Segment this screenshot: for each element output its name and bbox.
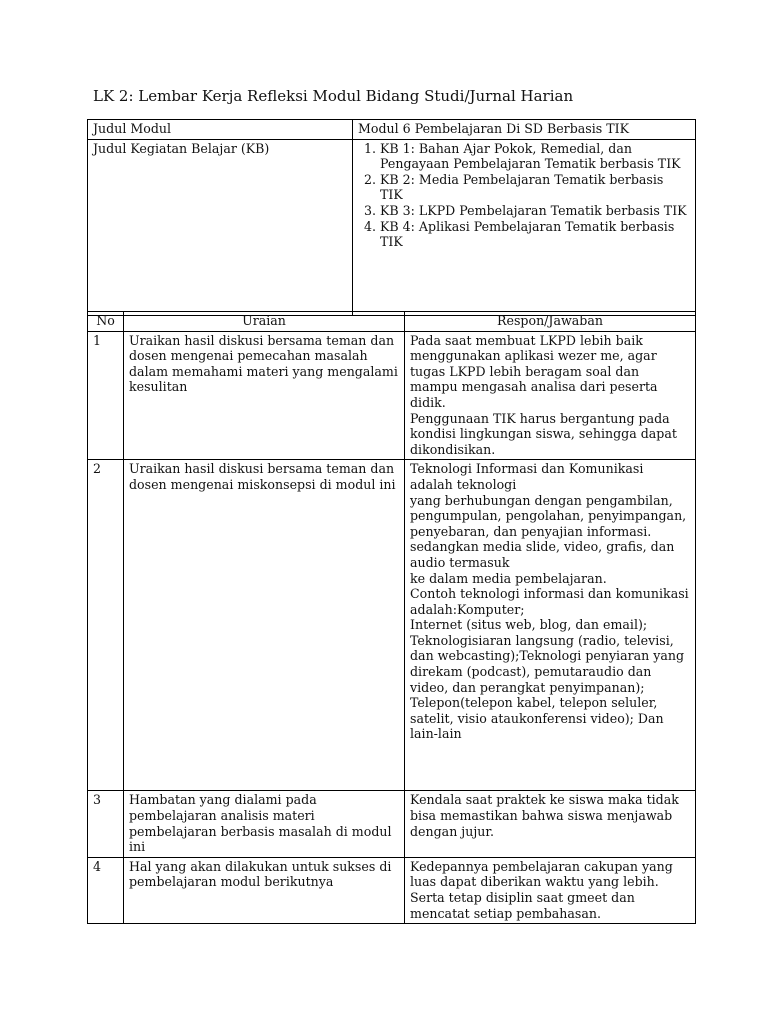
row-uraian: Uraikan hasil diskusi bersama teman dan dosen mengenai miskonsepsi di modul ini: [124, 460, 405, 791]
respon-paragraph: yang berhubungan dengan pengambilan, pengumpulan, pengolahan, penyimpangan, penyebaran, dan penyajian informasi.: [410, 492, 687, 539]
row-respon: [405, 331, 696, 460]
kb-list-cell: [353, 139, 696, 315]
row-uraian: Hambatan yang dialami pada pembelajaran analisis materi pembelajaran berbasis masalah di modul ini: [124, 791, 405, 857]
module-info-table: [87, 119, 696, 316]
table-row: [88, 460, 696, 791]
respon-paragraph: Penggunaan TIK harus bergantung pada kondisi lingkungan siswa, sehingga dapat dikondisikan.: [410, 410, 677, 457]
respon-paragraph: Pada saat membuat LKPD lebih baik menggunakan aplikasi wezer me, agar tugas LKPD lebih beragam soal dan mampu mengasah analisa dari peserta didik.: [410, 332, 658, 410]
kb-item: 1. KB 1: Bahan Ajar Pokok, Remedial, dan Pengayaan Pembelajaran Tematik berbasis TIK: [380, 141, 690, 172]
kb-row: [88, 139, 696, 315]
respon-paragraph: Teknologi Informasi dan Komunikasi adalah teknologi: [410, 461, 644, 492]
row-number: 4: [88, 857, 124, 923]
row-number: 2: [88, 460, 124, 791]
row-number: 3: [88, 791, 124, 857]
respon-paragraph: sedangkan media slide, video, grafis, dan audio termasuk: [410, 539, 675, 570]
respon-paragraph: Contoh teknologi informasi dan komunikasi adalah:Komputer;: [410, 586, 689, 617]
respon-paragraph: ke dalam media pembelajaran.: [410, 570, 607, 586]
module-row: [88, 120, 696, 140]
row-number: 1: [88, 331, 124, 460]
table-row: [88, 331, 696, 460]
header-no: No: [88, 312, 124, 332]
module-value: Modul 6 Pembelajaran Di SD Berbasis TIK: [353, 120, 696, 140]
table-header-row: [88, 312, 696, 332]
respon-paragraph: Internet (situs web, blog, dan email);: [410, 617, 648, 633]
header-respon: Respon/Jawaban: [405, 312, 696, 332]
row-respon: [405, 791, 696, 857]
kb-item: 2. KB 2: Media Pembelajaran Tematik berbasis TIK: [380, 172, 690, 203]
respon-paragraph: Telepon(telepon kabel, telepon seluler, satelit, visio ataukonferensi video); Dan lain-lain: [410, 695, 664, 742]
respon-paragraph: Kedepannya pembelajaran cakupan yang luas dapat diberikan waktu yang lebih. Serta tetap disiplin saat gmeet dan mencatat setiap pembahasan.: [410, 858, 673, 921]
row-respon: [405, 857, 696, 923]
module-label: Judul Modul: [88, 120, 353, 140]
respon-paragraph: Kendala saat praktek ke siswa maka tidak bisa memastikan bahwa siswa menjawab dengan jujur.: [410, 792, 679, 839]
table-row: [88, 791, 696, 857]
row-respon: [405, 460, 696, 791]
kb-item: 3. KB 3: LKPD Pembelajaran Tematik berbasis TIK: [380, 203, 690, 219]
kb-list: [358, 141, 690, 250]
respon-paragraph: Teknologisiaran langsung (radio, televisi, dan webcasting);Teknologi penyiaran yang direkam (podcast), pemutaraudio dan video, dan perangkat penyimpanan);: [410, 632, 685, 695]
header-uraian: Uraian: [124, 312, 405, 332]
kb-label: Judul Kegiatan Belajar (KB): [88, 139, 353, 315]
kb-item: 4. KB 4: Aplikasi Pembelajaran Tematik berbasis TIK: [380, 219, 690, 250]
document-title: LK 2: Lembar Kerja Refleksi Modul Bidang Studi/Jurnal Harian: [93, 87, 574, 105]
row-uraian: Hal yang akan dilakukan untuk sukses di pembelajaran modul berikutnya: [124, 857, 405, 923]
row-uraian: Uraikan hasil diskusi bersama teman dan dosen mengenai pemecahan masalah dalam memahami materi yang mengalami kesulitan: [124, 331, 405, 460]
reflection-table: [87, 311, 696, 924]
table-row: [88, 857, 696, 923]
